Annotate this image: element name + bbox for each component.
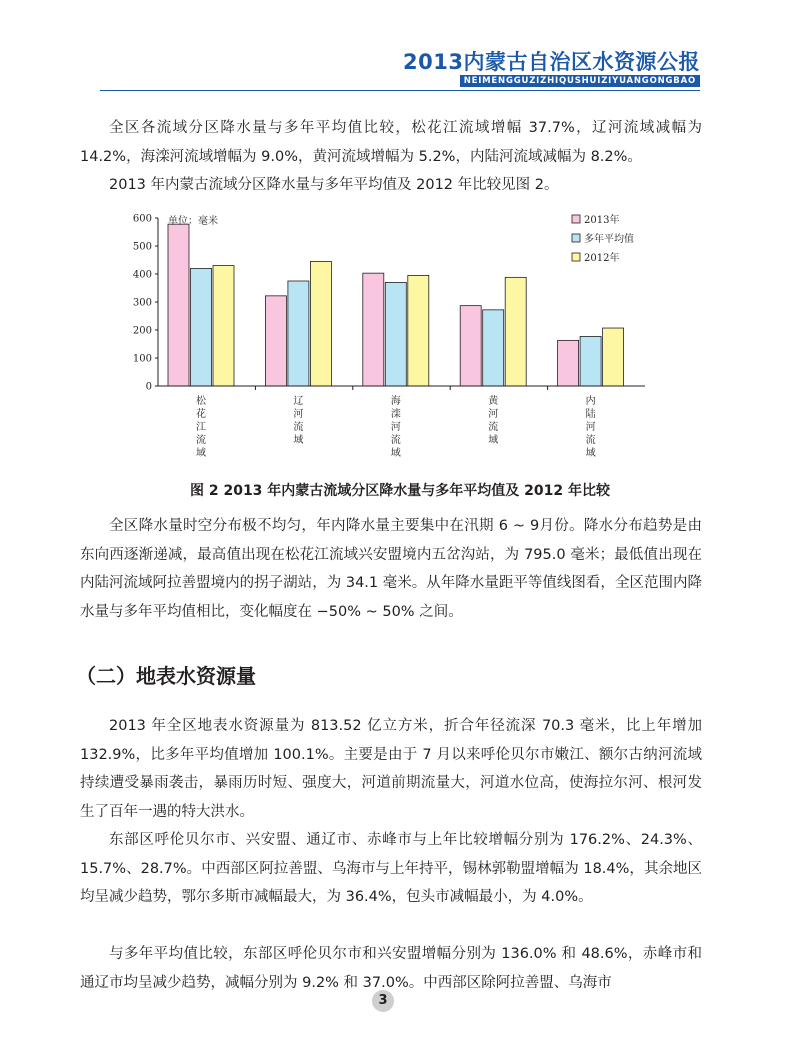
bar bbox=[408, 275, 429, 386]
paragraph-regional-change: 东部区呼伦贝尔市、兴安盟、通辽市、赤峰市与上年比较增幅分别为 176.2%、24.3%、15.7%、28.7%。中西部区阿拉善盟、乌海市与上年持平，锡林郭勒盟增幅为 18.4%，其余地区均呈减少趋势，鄂尔多斯市减幅最大，为 36.4%，包头市减幅最小，为 4.0%。 bbox=[80, 832, 702, 905]
y-tick-label: 600 bbox=[132, 213, 152, 225]
x-category-label: 黄河流域 bbox=[488, 396, 499, 446]
legend-swatch bbox=[572, 253, 580, 261]
bar bbox=[265, 296, 286, 386]
report-subtitle: NEIMENGGUZIZHIQUSHUIZIYUANGONGBAO bbox=[460, 75, 700, 87]
figure-caption: 图 2 2013 年内蒙古流域分区降水量与多年平均值及 2012 年比较 bbox=[189, 483, 611, 499]
y-tick-label: 200 bbox=[132, 325, 152, 337]
legend-swatch bbox=[572, 215, 580, 223]
x-category-label: 松花江流域 bbox=[196, 396, 206, 459]
precipitation-chart bbox=[130, 206, 650, 476]
paragraph-distribution: 全区降水量时空分布极不均匀，年内降水量主要集中在汛期 6 ~ 9月份。降水分布趋势是由东向西逐渐递减，最高值出现在松花江流域兴安盟境内五岔沟站，为 795.0 毫米；最低值出现在内陆河流域阿拉善盟境内的拐子湖站，为 34.1 毫米。从年降水量距平等值线图看，全区范围内降水量与多年平均值相比，变化幅度在 −50% ~ 50% 之间。 bbox=[80, 518, 702, 620]
bar bbox=[168, 224, 189, 386]
paragraph-surface-water: 2013 年全区地表水资源量为 813.52 亿立方米，折合年径流深 70.3 毫米，比上年增加 132.9%，比多年平均值增加 100.1%。主要是由于 7 月以来呼伦贝尔市嫩江、额尔古纳河流域持续遭受暴雨袭击，暴雨历时短、强度大，河道前期流量大，河道水位高，使海拉尔河、根河发生了百年一遇的特大洪水。 bbox=[80, 718, 702, 820]
bar bbox=[505, 277, 526, 386]
bar bbox=[460, 306, 481, 386]
legend-label: 2013年 bbox=[584, 215, 620, 226]
bar bbox=[191, 268, 212, 386]
legend-label: 多年平均值 bbox=[584, 234, 634, 245]
bar bbox=[288, 281, 309, 386]
report-title: 2013内蒙古自治区水资源公报 bbox=[403, 50, 700, 74]
y-tick-label: 0 bbox=[145, 381, 152, 393]
y-tick-label: 300 bbox=[132, 297, 152, 309]
bar bbox=[310, 261, 331, 386]
y-tick-label: 500 bbox=[132, 241, 152, 253]
paragraph-figure-reference: 2013 年内蒙古流域分区降水量与多年平均值及 2012 年比较见图 2。 bbox=[109, 177, 559, 193]
bar bbox=[385, 282, 406, 386]
bar bbox=[483, 310, 504, 386]
legend-label: 2012年 bbox=[584, 253, 620, 264]
y-tick-label: 100 bbox=[132, 353, 152, 365]
bar bbox=[363, 273, 384, 386]
paragraph-basin-comparison: 全区各流域分区降水量与多年平均值比较，松花江流域增幅 37.7%，辽河流域减幅为 14.2%，海滦河流域增幅为 9.0%，黄河流域增幅为 5.2%，内陆河流域减幅为 8.2%。 bbox=[80, 120, 702, 165]
y-tick-label: 400 bbox=[132, 269, 152, 281]
chart-unit-label: 单位：毫米 bbox=[168, 216, 218, 227]
page-number: 3 bbox=[372, 990, 394, 1012]
x-category-label: 海滦河流域 bbox=[390, 396, 401, 459]
bar bbox=[603, 328, 624, 386]
header-divider bbox=[100, 90, 700, 91]
paragraph-average-comparison: 与多年平均值比较，东部区呼伦贝尔市和兴安盟增幅分别为 136.0% 和 48.6%，赤峰市和通辽市均呈减少趋势，减幅分别为 9.2% 和 37.0%。中西部区除阿拉善盟、乌海市 bbox=[80, 946, 702, 991]
precipitation-chart-svg bbox=[130, 206, 650, 476]
bar bbox=[213, 266, 234, 386]
x-category-label: 内陆河流域 bbox=[585, 396, 596, 459]
x-category-label: 辽河流域 bbox=[293, 396, 304, 446]
bar bbox=[558, 340, 579, 386]
section-heading: （二）地表水资源量 bbox=[76, 664, 256, 688]
bar bbox=[580, 336, 601, 386]
legend-swatch bbox=[572, 234, 580, 242]
